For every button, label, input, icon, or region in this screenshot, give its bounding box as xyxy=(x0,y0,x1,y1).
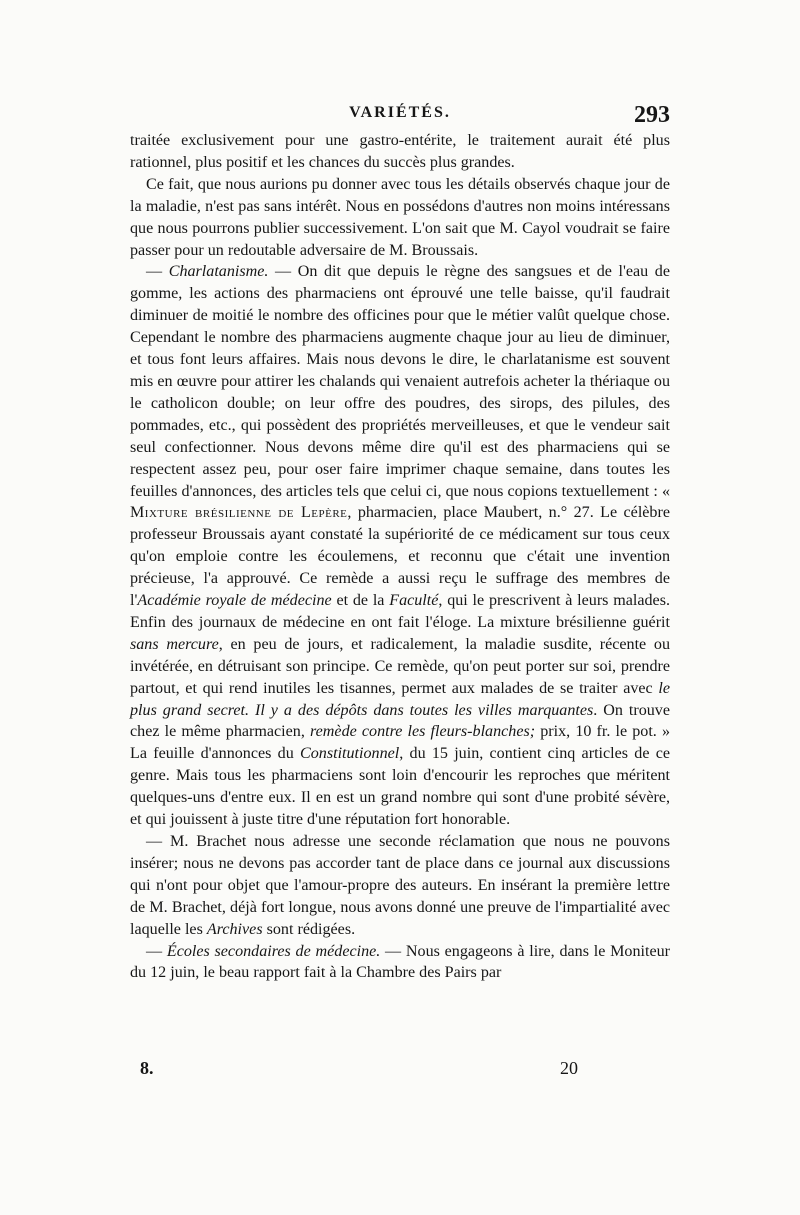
section-title-charlatanisme: Charlatanisme. xyxy=(168,263,269,281)
italic-academie: Académie royale de médecine xyxy=(137,592,332,610)
italic-secret: le plus grand secret. Il y a des dépôts dans toutes les villes marquantes xyxy=(130,679,670,719)
signature-mark: 8. xyxy=(140,1058,154,1078)
text-run: — M. Brachet nous adresse une seconde réclamation que nous ne pouvons insérer; nous ne devons pas accorder tant de place dans ce journal aux discussions qui n'ont pour objet que l'amour-propre des auteurs. En insérant la première lettre de M. Brachet, déjà fort longue, nous avons donné une preuve de l'impartialité avec laquelle les xyxy=(130,833,670,938)
body-text xyxy=(130,130,670,984)
dash: — xyxy=(146,942,167,960)
dash: — xyxy=(146,263,169,281)
section-title-ecoles: Écoles secondaires de médecine. xyxy=(166,942,381,960)
italic-remede: remède contre les fleurs-blanches; xyxy=(310,723,536,741)
text-run: . On trouve chez le même pharmacien, xyxy=(130,701,670,741)
paragraph-charlatanisme xyxy=(130,261,670,831)
italic-sans-mercure: sans mercure xyxy=(130,635,219,653)
text-run: prix, 10 fr. le pot. » La feuille d'annonces du xyxy=(130,723,671,763)
text-run: sont rédigées. xyxy=(262,920,356,938)
product-name: Mixture brésilienne de Lepère xyxy=(130,504,348,522)
page-footer xyxy=(140,1058,670,1086)
text-run: — Nous engageons à lire, dans le Moniteur du 12 juin, le beau rapport fait à la Chambre des Pairs par xyxy=(130,942,670,982)
italic-faculte: Faculté xyxy=(389,592,439,610)
running-head: VARIÉTÉS. xyxy=(349,104,451,121)
gathering-number: 20 xyxy=(560,1058,578,1078)
paragraph-ecoles xyxy=(130,941,670,985)
page-number: 293 xyxy=(634,102,670,128)
page-header xyxy=(130,102,670,132)
text-run: — On dit que depuis le règne des sangsues et de l'eau de gomme, les actions des pharmaciens ont éprouvé une telle baisse, qu'il faudrait diminuer de moitié le nombre des officines pour que le métier valût quelque chose. Cependant le nombre des pharmaciens augmente chaque jour au lieu de diminuer, et tous font leurs affaires. Mais nous devons le dire, le charlatanisme est souvent mis en œuvre pour attirer les chalands qui venaient autrefois acheter la thériaque ou le catholicon double; on leur offre des poudres, des sirops, des pilules, des pommades, etc., qui possèdent des propriétés merveilleuses, et que le vendeur sait seul confectionner. Nous devons même dire qu'il est des pharmaciens qui se respectent assez peu, pour oser faire imprimer chaque semaine, dans toutes les feuilles d'annonces, des articles tels que celui ci, que nous copions textuellement : « xyxy=(130,263,670,500)
text-run: , qui le prescrivent à leurs malades. Enfin des journaux de médecine en ont fait l'éloge. La mixture brésilienne guérit xyxy=(130,592,670,631)
italic-constitutionnel: Constitutionnel xyxy=(300,745,400,763)
paragraph-cayol: Ce fait, que nous aurions pu donner avec tous les détails observés chaque jour de la maladie, n'est pas sans intérêt. Nous en possédons d'autres non moins intéressans que nous pourrons publier successivement. L'on sait que M. Cayol voudrait se faire passer pour un redoutable adversaire de M. Broussais. xyxy=(130,175,670,259)
text-run: , en peu de jours, et radicalement, la maladie susdite, récente ou invétérée, en détruisant son principe. Ce remède, qu'on peut porter sur soi, prendre partout, et qui rend inutiles les tisannes, permet aux malades de se traiter avec xyxy=(130,635,670,697)
paragraph-continuation: traitée exclusivement pour une gastro-entérite, le traitement aurait été plus rationnel, plus positif et les chances du succès plus grandes. xyxy=(130,132,670,171)
paragraph-brachet xyxy=(130,831,670,941)
text-run: et de la xyxy=(331,592,390,610)
italic-archives: Archives xyxy=(206,920,263,938)
text-run: , pharmacien, place Maubert, n.° 27. Le célèbre professeur Broussais ayant constaté la supériorité de ce médicament sur tous ceux qu'on emploie contre les écoulemens, et reconnu que c'était une invention précieuse, l'a approuvé. Ce remède a aussi reçu le suffrage des membres de l' xyxy=(130,504,670,610)
text-run: , du 15 juin, contient cinq articles de ce genre. Mais tous les pharmaciens sont loin d'encourir les reproches que méritent quelques-uns d'entre eux. Il en est un grand nombre qui sont d'une probité sévère, et qui jouissent à juste titre d'une réputation fort honorable. xyxy=(130,745,670,829)
